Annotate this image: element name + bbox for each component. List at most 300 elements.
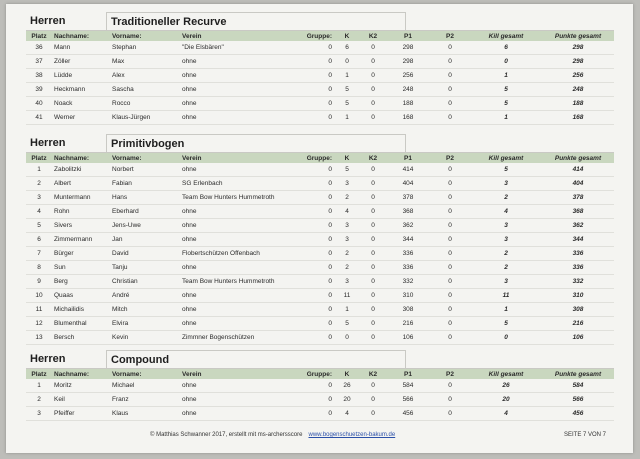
cell-punkte: 332 bbox=[542, 275, 614, 289]
cell-vorname: Alex bbox=[110, 69, 180, 83]
cell-verein: Team Bow Hunters Hummetroth bbox=[180, 191, 290, 205]
cell-punkte: 362 bbox=[542, 219, 614, 233]
cell-p1: 584 bbox=[386, 379, 430, 393]
column-header: K2 bbox=[360, 153, 386, 163]
cell-platz: 4 bbox=[26, 205, 52, 219]
cell-p1: 298 bbox=[386, 55, 430, 69]
cell-k2: 0 bbox=[360, 205, 386, 219]
cell-k2: 0 bbox=[360, 379, 386, 393]
cell-kill: 5 bbox=[470, 83, 542, 97]
cell-k: 5 bbox=[334, 97, 360, 111]
cell-nachname: Noack bbox=[52, 97, 110, 111]
cell-platz: 12 bbox=[26, 317, 52, 331]
cell-k2: 0 bbox=[360, 97, 386, 111]
cell-punkte: 310 bbox=[542, 289, 614, 303]
cell-vorname: David bbox=[110, 247, 180, 261]
section-header bbox=[26, 350, 614, 369]
cell-kill: 2 bbox=[470, 261, 542, 275]
cell-verein: ohne bbox=[180, 407, 290, 421]
cell-p2: 0 bbox=[430, 163, 470, 177]
cell-k: 20 bbox=[334, 393, 360, 407]
cell-gruppe: 0 bbox=[290, 205, 334, 219]
column-header: P2 bbox=[430, 153, 470, 163]
cell-platz: 10 bbox=[26, 289, 52, 303]
cell-kill: 0 bbox=[470, 55, 542, 69]
section-group: Herren bbox=[30, 137, 66, 149]
cell-kill: 26 bbox=[470, 379, 542, 393]
cell-p2: 0 bbox=[430, 317, 470, 331]
section-group: Herren bbox=[30, 353, 66, 365]
cell-verein: ohne bbox=[180, 233, 290, 247]
table-header-row bbox=[26, 31, 614, 41]
cell-verein: ohne bbox=[180, 219, 290, 233]
cell-punkte: 248 bbox=[542, 83, 614, 97]
cell-nachname: Zimmermann bbox=[52, 233, 110, 247]
cell-verein: Team Bow Hunters Hummetroth bbox=[180, 275, 290, 289]
cell-k: 1 bbox=[334, 69, 360, 83]
cell-p2: 0 bbox=[430, 191, 470, 205]
table-row bbox=[26, 233, 614, 247]
cell-p1: 344 bbox=[386, 233, 430, 247]
cell-gruppe: 0 bbox=[290, 55, 334, 69]
cell-nachname: Sun bbox=[52, 261, 110, 275]
cell-nachname: Sivers bbox=[52, 219, 110, 233]
cell-vorname: Tanju bbox=[110, 261, 180, 275]
cell-kill: 5 bbox=[470, 97, 542, 111]
cell-k2: 0 bbox=[360, 191, 386, 205]
cell-k2: 0 bbox=[360, 317, 386, 331]
cell-platz: 9 bbox=[26, 275, 52, 289]
cell-nachname: Mann bbox=[52, 41, 110, 55]
column-header: P1 bbox=[386, 369, 430, 379]
cell-punkte: 308 bbox=[542, 303, 614, 317]
cell-p2: 0 bbox=[430, 233, 470, 247]
cell-verein: SG Erlenbach bbox=[180, 177, 290, 191]
section-compound bbox=[26, 350, 614, 421]
cell-p1: 168 bbox=[386, 111, 430, 125]
cell-platz: 5 bbox=[26, 219, 52, 233]
cell-nachname: Rohn bbox=[52, 205, 110, 219]
cell-vorname: Klaus bbox=[110, 407, 180, 421]
section-category: Traditioneller Recurve bbox=[106, 12, 406, 30]
cell-gruppe: 0 bbox=[290, 393, 334, 407]
table-row bbox=[26, 247, 614, 261]
cell-verein: ohne bbox=[180, 261, 290, 275]
cell-vorname: Mitch bbox=[110, 303, 180, 317]
cell-verein: ohne bbox=[180, 317, 290, 331]
cell-p1: 248 bbox=[386, 83, 430, 97]
cell-verein: ohne bbox=[180, 205, 290, 219]
column-header: P2 bbox=[430, 31, 470, 41]
cell-platz: 40 bbox=[26, 97, 52, 111]
table-row bbox=[26, 69, 614, 83]
cell-nachname: Berg bbox=[52, 275, 110, 289]
cell-kill: 6 bbox=[470, 41, 542, 55]
table-row bbox=[26, 331, 614, 345]
cell-k2: 0 bbox=[360, 247, 386, 261]
cell-vorname: Jens-Uwe bbox=[110, 219, 180, 233]
cell-p1: 336 bbox=[386, 247, 430, 261]
cell-p1: 332 bbox=[386, 275, 430, 289]
cell-p1: 188 bbox=[386, 97, 430, 111]
cell-k2: 0 bbox=[360, 331, 386, 345]
cell-vorname: Franz bbox=[110, 393, 180, 407]
cell-platz: 1 bbox=[26, 379, 52, 393]
cell-p2: 0 bbox=[430, 205, 470, 219]
table-row bbox=[26, 261, 614, 275]
table-row bbox=[26, 275, 614, 289]
cell-p2: 0 bbox=[430, 69, 470, 83]
cell-platz: 6 bbox=[26, 233, 52, 247]
section-group: Herren bbox=[30, 15, 66, 27]
cell-vorname: Max bbox=[110, 55, 180, 69]
table-row bbox=[26, 55, 614, 69]
cell-nachname: Heckmann bbox=[52, 83, 110, 97]
column-header: P2 bbox=[430, 369, 470, 379]
column-header: Vorname: bbox=[110, 31, 180, 41]
cell-vorname: Eberhard bbox=[110, 205, 180, 219]
table-row bbox=[26, 163, 614, 177]
cell-vorname: André bbox=[110, 289, 180, 303]
cell-k: 1 bbox=[334, 111, 360, 125]
cell-punkte: 404 bbox=[542, 177, 614, 191]
footer-link[interactable]: www.bogenschuetzen-bakum.de bbox=[308, 432, 396, 438]
cell-vorname: Kevin bbox=[110, 331, 180, 345]
column-header: Punkte gesamt bbox=[542, 31, 614, 41]
cell-punkte: 188 bbox=[542, 97, 614, 111]
cell-k2: 0 bbox=[360, 289, 386, 303]
results-table bbox=[26, 153, 614, 345]
cell-p1: 216 bbox=[386, 317, 430, 331]
table-row bbox=[26, 97, 614, 111]
cell-gruppe: 0 bbox=[290, 163, 334, 177]
cell-k2: 0 bbox=[360, 55, 386, 69]
cell-p2: 0 bbox=[430, 331, 470, 345]
cell-k: 0 bbox=[334, 55, 360, 69]
cell-gruppe: 0 bbox=[290, 261, 334, 275]
cell-p1: 404 bbox=[386, 177, 430, 191]
table-row bbox=[26, 41, 614, 55]
cell-verein: ohne bbox=[180, 303, 290, 317]
column-header: K2 bbox=[360, 369, 386, 379]
table-row bbox=[26, 83, 614, 97]
table-row bbox=[26, 205, 614, 219]
cell-gruppe: 0 bbox=[290, 379, 334, 393]
cell-p1: 298 bbox=[386, 41, 430, 55]
cell-gruppe: 0 bbox=[290, 219, 334, 233]
page-number: SEITE 7 VON 7 bbox=[563, 432, 606, 438]
table-header-row bbox=[26, 369, 614, 379]
cell-gruppe: 0 bbox=[290, 111, 334, 125]
cell-kill: 2 bbox=[470, 191, 542, 205]
cell-p2: 0 bbox=[430, 407, 470, 421]
cell-kill: 3 bbox=[470, 177, 542, 191]
cell-nachname: Zabolitzki bbox=[52, 163, 110, 177]
cell-k2: 0 bbox=[360, 83, 386, 97]
cell-vorname: Klaus-Jürgen bbox=[110, 111, 180, 125]
cell-platz: 2 bbox=[26, 177, 52, 191]
cell-nachname: Bersch bbox=[52, 331, 110, 345]
cell-k2: 0 bbox=[360, 303, 386, 317]
cell-p2: 0 bbox=[430, 247, 470, 261]
column-header: K bbox=[334, 31, 360, 41]
column-header: Nachname: bbox=[52, 369, 110, 379]
cell-kill: 5 bbox=[470, 317, 542, 331]
cell-p1: 106 bbox=[386, 331, 430, 345]
cell-kill: 1 bbox=[470, 303, 542, 317]
cell-p1: 336 bbox=[386, 261, 430, 275]
cell-platz: 38 bbox=[26, 69, 52, 83]
cell-k: 1 bbox=[334, 303, 360, 317]
cell-kill: 0 bbox=[470, 331, 542, 345]
column-header: Punkte gesamt bbox=[542, 153, 614, 163]
cell-k: 3 bbox=[334, 275, 360, 289]
cell-platz: 3 bbox=[26, 191, 52, 205]
cell-kill: 1 bbox=[470, 69, 542, 83]
cell-p2: 0 bbox=[430, 303, 470, 317]
cell-platz: 8 bbox=[26, 261, 52, 275]
cell-punkte: 566 bbox=[542, 393, 614, 407]
column-header: K2 bbox=[360, 31, 386, 41]
results-table bbox=[26, 31, 614, 125]
cell-k: 5 bbox=[334, 163, 360, 177]
cell-punkte: 414 bbox=[542, 163, 614, 177]
cell-k2: 0 bbox=[360, 393, 386, 407]
cell-punkte: 336 bbox=[542, 261, 614, 275]
footer-credit: © Matthias Schwanner 2017, erstellt mit ms-archersscore bbox=[150, 432, 303, 438]
cell-vorname: Fabian bbox=[110, 177, 180, 191]
cell-kill: 1 bbox=[470, 111, 542, 125]
cell-p2: 0 bbox=[430, 97, 470, 111]
cell-gruppe: 0 bbox=[290, 41, 334, 55]
cell-kill: 3 bbox=[470, 233, 542, 247]
cell-nachname: Zöller bbox=[52, 55, 110, 69]
cell-punkte: 368 bbox=[542, 205, 614, 219]
cell-p1: 378 bbox=[386, 191, 430, 205]
cell-kill: 11 bbox=[470, 289, 542, 303]
cell-verein: ohne bbox=[180, 163, 290, 177]
cell-p2: 0 bbox=[430, 219, 470, 233]
section-recurve bbox=[26, 12, 614, 125]
cell-nachname: Blumenthal bbox=[52, 317, 110, 331]
cell-gruppe: 0 bbox=[290, 69, 334, 83]
cell-k2: 0 bbox=[360, 177, 386, 191]
table-row bbox=[26, 219, 614, 233]
cell-verein: ohne bbox=[180, 289, 290, 303]
cell-platz: 2 bbox=[26, 393, 52, 407]
cell-punkte: 168 bbox=[542, 111, 614, 125]
cell-vorname: Elvira bbox=[110, 317, 180, 331]
cell-platz: 13 bbox=[26, 331, 52, 345]
cell-p2: 0 bbox=[430, 41, 470, 55]
table-row bbox=[26, 191, 614, 205]
table-row bbox=[26, 111, 614, 125]
cell-platz: 1 bbox=[26, 163, 52, 177]
section-header bbox=[26, 134, 614, 153]
cell-p1: 414 bbox=[386, 163, 430, 177]
cell-vorname: Jan bbox=[110, 233, 180, 247]
cell-p1: 368 bbox=[386, 205, 430, 219]
cell-p2: 0 bbox=[430, 393, 470, 407]
column-header: Gruppe: bbox=[290, 31, 334, 41]
cell-p1: 362 bbox=[386, 219, 430, 233]
cell-platz: 39 bbox=[26, 83, 52, 97]
table-row bbox=[26, 177, 614, 191]
cell-p2: 0 bbox=[430, 83, 470, 97]
table-row bbox=[26, 317, 614, 331]
column-header: K bbox=[334, 369, 360, 379]
footer bbox=[150, 432, 395, 438]
column-header: Vorname: bbox=[110, 369, 180, 379]
cell-punkte: 378 bbox=[542, 191, 614, 205]
cell-k: 2 bbox=[334, 261, 360, 275]
cell-p2: 0 bbox=[430, 289, 470, 303]
column-header: Kill gesamt bbox=[470, 369, 542, 379]
cell-gruppe: 0 bbox=[290, 83, 334, 97]
cell-kill: 5 bbox=[470, 163, 542, 177]
section-category: Primitivbogen bbox=[106, 134, 406, 152]
cell-k: 2 bbox=[334, 247, 360, 261]
results-table bbox=[26, 369, 614, 421]
column-header: Verein bbox=[180, 369, 290, 379]
cell-platz: 37 bbox=[26, 55, 52, 69]
cell-p2: 0 bbox=[430, 55, 470, 69]
column-header: Platz bbox=[26, 31, 52, 41]
cell-k2: 0 bbox=[360, 219, 386, 233]
cell-nachname: Keil bbox=[52, 393, 110, 407]
cell-k: 4 bbox=[334, 205, 360, 219]
cell-punkte: 344 bbox=[542, 233, 614, 247]
cell-gruppe: 0 bbox=[290, 331, 334, 345]
cell-nachname: Albert bbox=[52, 177, 110, 191]
table-row bbox=[26, 407, 614, 421]
cell-gruppe: 0 bbox=[290, 407, 334, 421]
cell-verein: ohne bbox=[180, 55, 290, 69]
cell-p1: 566 bbox=[386, 393, 430, 407]
section-category: Compound bbox=[106, 350, 406, 368]
column-header: Gruppe: bbox=[290, 369, 334, 379]
cell-k: 4 bbox=[334, 407, 360, 421]
column-header: Nachname: bbox=[52, 31, 110, 41]
cell-punkte: 584 bbox=[542, 379, 614, 393]
cell-k2: 0 bbox=[360, 275, 386, 289]
cell-punkte: 298 bbox=[542, 55, 614, 69]
cell-k2: 0 bbox=[360, 69, 386, 83]
cell-nachname: Lüdde bbox=[52, 69, 110, 83]
table-row bbox=[26, 289, 614, 303]
cell-gruppe: 0 bbox=[290, 97, 334, 111]
cell-gruppe: 0 bbox=[290, 303, 334, 317]
cell-punkte: 256 bbox=[542, 69, 614, 83]
cell-k2: 0 bbox=[360, 41, 386, 55]
column-header: Gruppe: bbox=[290, 153, 334, 163]
column-header: P1 bbox=[386, 31, 430, 41]
cell-vorname: Christian bbox=[110, 275, 180, 289]
cell-nachname: Michailidis bbox=[52, 303, 110, 317]
table-row bbox=[26, 303, 614, 317]
cell-k2: 0 bbox=[360, 407, 386, 421]
cell-k: 3 bbox=[334, 177, 360, 191]
cell-p1: 310 bbox=[386, 289, 430, 303]
column-header: K bbox=[334, 153, 360, 163]
section-header bbox=[26, 12, 614, 31]
cell-vorname: Rocco bbox=[110, 97, 180, 111]
table-row bbox=[26, 393, 614, 407]
cell-gruppe: 0 bbox=[290, 233, 334, 247]
cell-vorname: Norbert bbox=[110, 163, 180, 177]
cell-vorname: Michael bbox=[110, 379, 180, 393]
cell-verein: ohne bbox=[180, 69, 290, 83]
cell-platz: 41 bbox=[26, 111, 52, 125]
cell-k: 2 bbox=[334, 191, 360, 205]
cell-punkte: 106 bbox=[542, 331, 614, 345]
cell-verein: ohne bbox=[180, 111, 290, 125]
cell-nachname: Bürger bbox=[52, 247, 110, 261]
cell-nachname: Quaas bbox=[52, 289, 110, 303]
column-header: Kill gesamt bbox=[470, 31, 542, 41]
section-primitivbogen bbox=[26, 134, 614, 345]
cell-punkte: 336 bbox=[542, 247, 614, 261]
cell-k: 5 bbox=[334, 317, 360, 331]
table-row bbox=[26, 379, 614, 393]
cell-k2: 0 bbox=[360, 261, 386, 275]
cell-verein: Flobertschützen Offenbach bbox=[180, 247, 290, 261]
cell-nachname: Moritz bbox=[52, 379, 110, 393]
cell-k: 11 bbox=[334, 289, 360, 303]
cell-gruppe: 0 bbox=[290, 275, 334, 289]
cell-kill: 4 bbox=[470, 407, 542, 421]
cell-k: 26 bbox=[334, 379, 360, 393]
column-header: Punkte gesamt bbox=[542, 369, 614, 379]
table-header-row bbox=[26, 153, 614, 163]
column-header: Verein bbox=[180, 153, 290, 163]
cell-k2: 0 bbox=[360, 233, 386, 247]
cell-nachname: Werner bbox=[52, 111, 110, 125]
cell-nachname: Pfeiffer bbox=[52, 407, 110, 421]
cell-p2: 0 bbox=[430, 261, 470, 275]
cell-p2: 0 bbox=[430, 379, 470, 393]
column-header: Verein bbox=[180, 31, 290, 41]
cell-verein: ohne bbox=[180, 379, 290, 393]
column-header: Platz bbox=[26, 153, 52, 163]
cell-punkte: 456 bbox=[542, 407, 614, 421]
cell-gruppe: 0 bbox=[290, 191, 334, 205]
cell-k2: 0 bbox=[360, 163, 386, 177]
cell-kill: 2 bbox=[470, 247, 542, 261]
cell-punkte: 298 bbox=[542, 41, 614, 55]
cell-verein: ohne bbox=[180, 97, 290, 111]
column-header: P1 bbox=[386, 153, 430, 163]
cell-kill: 4 bbox=[470, 205, 542, 219]
cell-p1: 456 bbox=[386, 407, 430, 421]
cell-gruppe: 0 bbox=[290, 317, 334, 331]
cell-kill: 3 bbox=[470, 275, 542, 289]
column-header: Nachname: bbox=[52, 153, 110, 163]
cell-vorname: Stephan bbox=[110, 41, 180, 55]
cell-k: 3 bbox=[334, 219, 360, 233]
column-header: Platz bbox=[26, 369, 52, 379]
cell-platz: 7 bbox=[26, 247, 52, 261]
cell-vorname: Sascha bbox=[110, 83, 180, 97]
cell-p2: 0 bbox=[430, 177, 470, 191]
cell-verein: ohne bbox=[180, 83, 290, 97]
cell-platz: 3 bbox=[26, 407, 52, 421]
cell-gruppe: 0 bbox=[290, 289, 334, 303]
column-header: Kill gesamt bbox=[470, 153, 542, 163]
cell-kill: 20 bbox=[470, 393, 542, 407]
cell-nachname: Muntermann bbox=[52, 191, 110, 205]
cell-kill: 3 bbox=[470, 219, 542, 233]
